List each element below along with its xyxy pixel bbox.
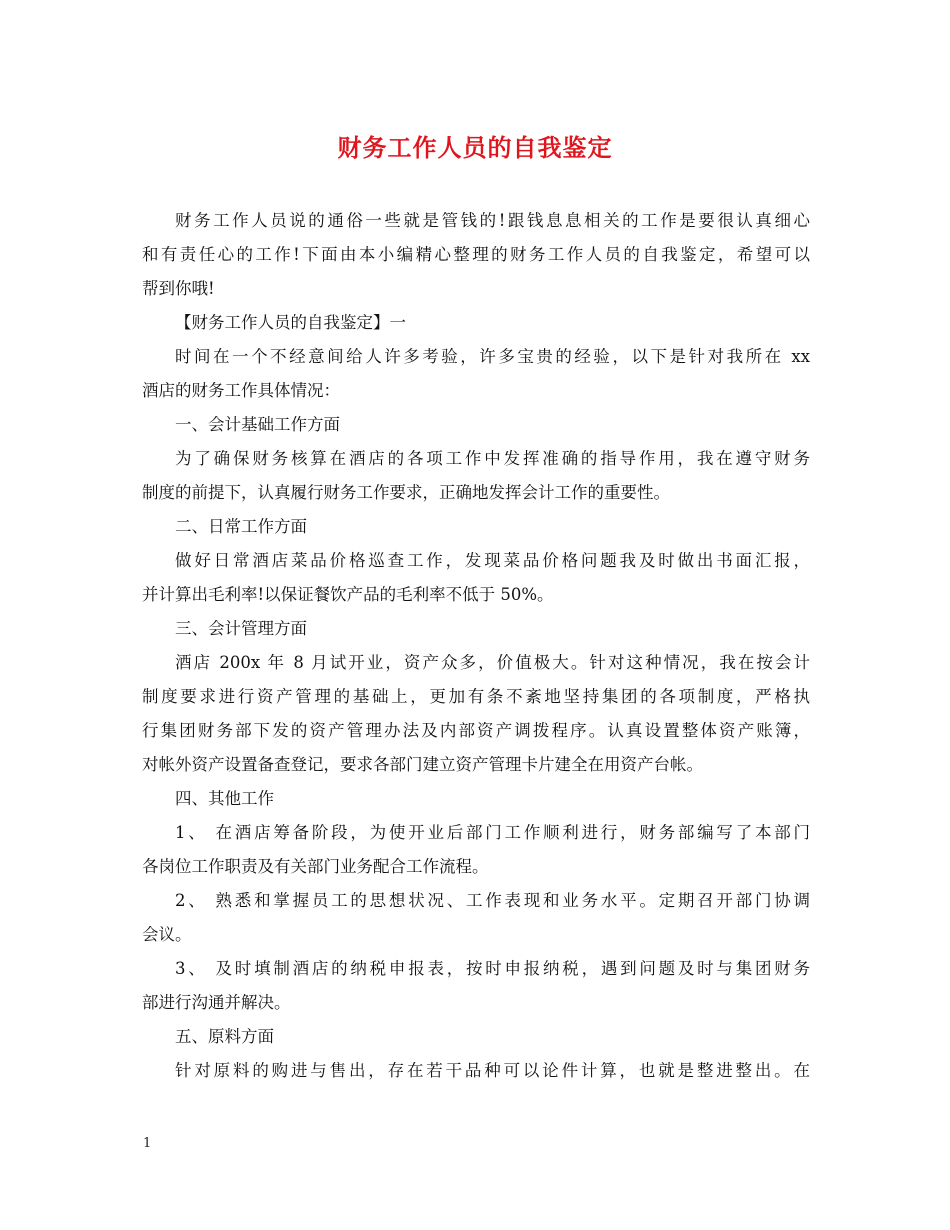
body-text-line: 各岗位工作职责及有关部门业务配合工作流程。 [142, 857, 489, 876]
body-text-line: 帮到你哦! [142, 279, 215, 298]
body-text-line: 制度的前提下，认真履行财务工作要求，正确地发挥会计工作的重要性。 [142, 483, 670, 502]
body-text-line: 二、日常工作方面 [175, 517, 307, 536]
body-text-line: 酒店的财务工作具体情况： [142, 381, 340, 400]
body-text-line: 1、 在酒店筹备阶段，为使开业后部门工作顺利进行，财务部编写了本部门 [175, 823, 810, 842]
document-title: 财务工作人员的自我鉴定 [337, 133, 613, 162]
body-text-line: 并计算出毛利率!以保证餐饮产品的毛利率不低于 50%。 [142, 585, 554, 604]
body-text-line: 三、会计管理方面 [175, 619, 307, 638]
body-text-line: 五、原料方面 [175, 1027, 274, 1046]
body-text-line: 财务工作人员说的通俗一些就是管钱的!跟钱息息相关的工作是要很认真细心 [175, 211, 810, 230]
body-text-line: 针对原料的购进与售出，存在若干品种可以论件计算，也就是整进整出。在 [175, 1061, 810, 1080]
body-text-line: 制度要求进行资产管理的基础上，更加有条不紊地坚持集团的各项制度，严格执 [142, 687, 810, 706]
body-text-line: 为了确保财务核算在酒店的各项工作中发挥准确的指导作用，我在遵守财务 [175, 449, 810, 468]
document-body [142, 204, 810, 1088]
body-text-line: 时间在一个不经意间给人许多考验，许多宝贵的经验，以下是针对我所在 xx [175, 347, 810, 366]
body-text-line: 行集团财务部下发的资产管理办法及内部资产调拨程序。认真设置整体资产账簿， [142, 721, 810, 740]
body-text-line: 会议。 [142, 925, 192, 944]
body-text-line: 3、 及时填制酒店的纳税申报表，按时申报纳税，遇到问题及时与集团财务 [175, 959, 810, 978]
body-text-line: 【财务工作人员的自我鉴定】一 [175, 313, 406, 332]
body-text-line: 酒店 200x 年 8 月试开业，资产众多，价值极大。针对这种情况，我在按会计 [175, 653, 810, 672]
page-number: 1 [143, 1136, 152, 1151]
body-text-line: 对帐外资产设置备查登记，要求各部门建立资产管理卡片建全在用资产台帐。 [142, 755, 703, 774]
body-text-line: 一、会计基础工作方面 [175, 415, 340, 434]
body-text-line: 2、 熟悉和掌握员工的思想状况、工作表现和业务水平。定期召开部门协调 [175, 891, 810, 910]
body-text-line: 部进行沟通并解决。 [142, 993, 291, 1012]
body-text-line: 和有责任心的工作!下面由本小编精心整理的财务工作人员的自我鉴定，希望可以 [142, 245, 810, 264]
body-text-line: 做好日常酒店菜品价格巡查工作，发现菜品价格问题我及时做出书面汇报， [175, 551, 810, 570]
body-text-line: 四、其他工作 [175, 789, 274, 808]
